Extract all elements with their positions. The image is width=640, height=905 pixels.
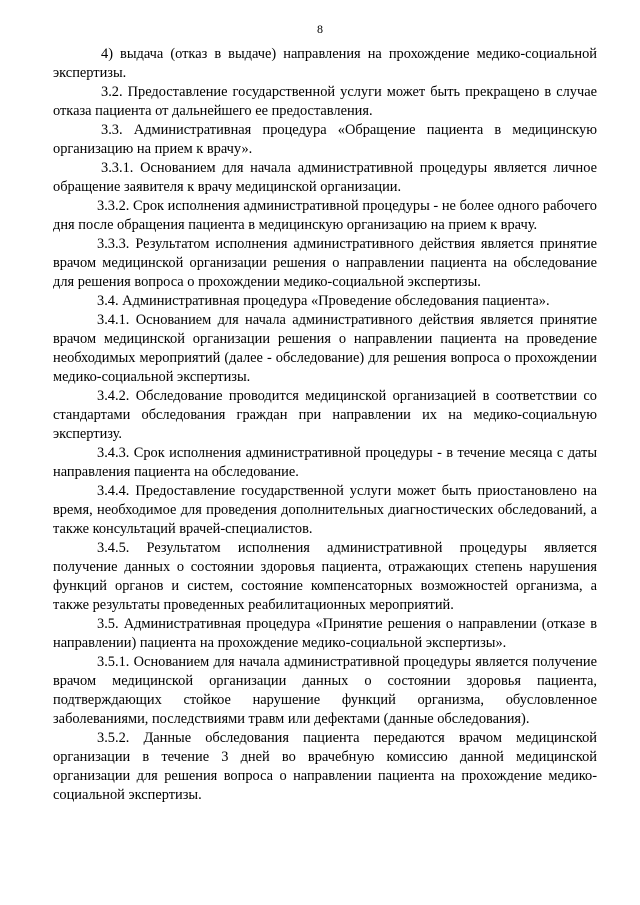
- paragraph-3-5: 3.5. Административная процедура «Принятие решения о направлении (отказе в направлении) пациента на прохождение медико-социальной экспертизы».: [53, 616, 597, 651]
- paragraph-3-2: 3.2. Предоставление государственной услуги может быть прекращено в случае отказа пациента от дальнейшего ее предоставления.: [53, 84, 597, 119]
- paragraph-item-4: 4) выдача (отказ в выдаче) направления на прохождение медико-социальной экспертизы.: [53, 46, 597, 81]
- paragraph-3-5-1: 3.5.1. Основанием для начала административной процедуры является получение врачом медицинской организации данных о состоянии здоровья пациента, подтверждающих стойкое нарушение функций организма, обусловленное заболеваниями, последствиями травм или дефектами (данные обследования).: [53, 654, 597, 727]
- paragraph-3-4-3: 3.4.3. Срок исполнения административной процедуры - в течение месяца с даты направления пациента на обследование.: [53, 445, 597, 480]
- paragraph-3-4-1: 3.4.1. Основанием для начала административного действия является принятие врачом медицинской организации решения о направлении пациента на проведение необходимых мероприятий (далее - обследование) для решения вопроса о прохождении медико-социальной экспертизы.: [53, 312, 597, 385]
- paragraph-3-4: 3.4. Административная процедура «Проведение обследования пациента».: [97, 293, 550, 309]
- paragraph-3-4-2: 3.4.2. Обследование проводится медицинской организацией в соответствии со стандартами обследования граждан при направлении их на медико-социальную экспертизу.: [53, 388, 597, 442]
- paragraph-3-3-2: 3.3.2. Срок исполнения административной процедуры - не более одного рабочего дня после обращения пациента в медицинскую организацию на прием к врачу.: [53, 198, 597, 233]
- page-number: 8: [317, 22, 323, 36]
- paragraph-3-3-1: 3.3.1. Основанием для начала административной процедуры является личное обращение заявителя к врачу медицинской организации.: [53, 160, 597, 195]
- paragraph-3-4-4: 3.4.4. Предоставление государственной услуги может быть приостановлено на время, необходимое для проведения дополнительных диагностических обследований, а также консультаций врачей-специалистов.: [53, 483, 597, 537]
- paragraph-3-3: 3.3. Административная процедура «Обращение пациента в медицинскую организацию на прием к врачу».: [53, 122, 597, 157]
- paragraph-3-4-5: 3.4.5. Результатом исполнения административной процедуры является получение данных о состоянии здоровья пациента, отражающих степень нарушения функций органов и систем, состояние компенсаторных возможностей организма, а также результаты проведенных реабилитационных мероприятий.: [53, 540, 597, 613]
- paragraph-3-3-3: 3.3.3. Результатом исполнения административного действия является принятие врачом медицинской организации решения о направлении пациента на обследование для решения вопроса о прохождении медико-социальной экспертизы.: [53, 236, 597, 290]
- paragraph-3-5-2: 3.5.2. Данные обследования пациента передаются врачом медицинской организации в течение 3 дней во врачебную комиссию данной медицинской организации для решения вопроса о направлении пациента на прохождение медико-социальной экспертизы.: [53, 730, 597, 803]
- document-body: [53, 45, 597, 805]
